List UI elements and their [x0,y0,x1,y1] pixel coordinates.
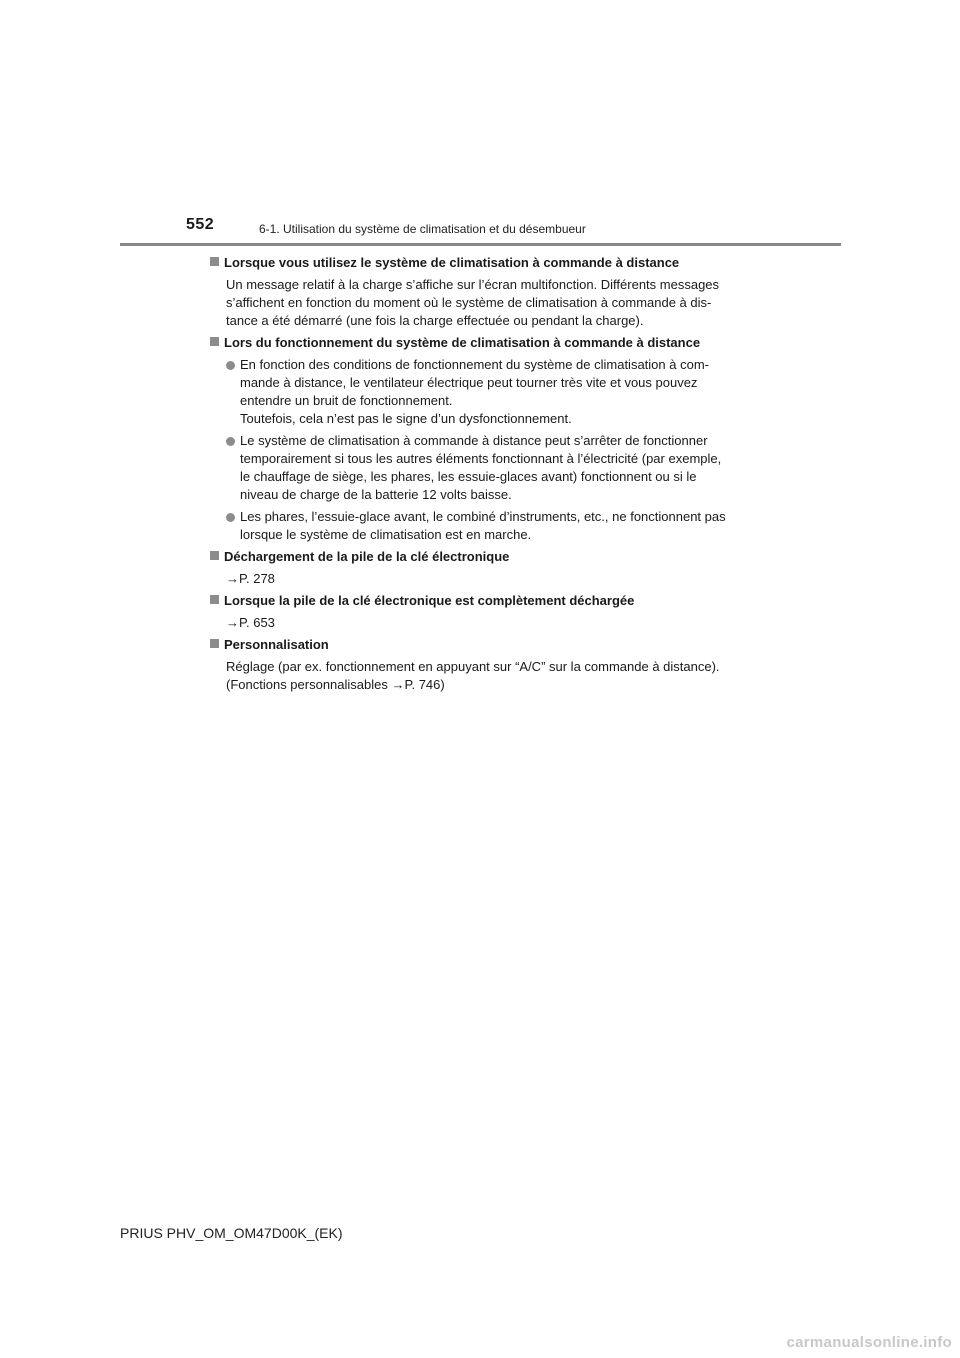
text-line: Réglage (par ex. fonctionnement en appuyant sur “A/C” sur la commande à distance). [226,659,720,674]
section-heading [210,548,750,566]
circle-bullet-icon [226,437,235,446]
text-line: mande à distance, le ventilateur électrique peut tourner très vite et vous pouvez [240,375,698,390]
watermark: carmanualsonline.info [786,1334,952,1351]
paragraph [210,658,750,694]
text-line: Le système de climatisation à commande à distance peut s’arrêter de fonctionner [240,433,708,448]
paragraph [210,276,750,330]
section-key-battery-dead [210,592,750,632]
page-reference-link[interactable]: →P. 653 [226,615,275,630]
section-heading [210,636,750,654]
bullet-text [240,432,750,504]
text-line: tance a été démarré (une fois la charge effectuée ou pendant la charge). [226,313,644,328]
square-bullet-icon [210,257,219,266]
circle-bullet-icon [226,513,235,522]
page-reference-link[interactable]: →P. 278 [226,571,275,586]
heading-text: Déchargement de la pile de la clé électronique [224,549,510,564]
heading-text: Lorsque la pile de la clé électronique est complètement déchargée [224,593,635,608]
bullet-text [240,508,750,544]
text-line: Toutefois, cela n’est pas le signe d’un dysfonctionnement. [240,411,572,426]
text-line: Un message relatif à la charge s’affiche sur l’écran multifonction. Différents messages [226,277,720,292]
bullet-item [210,356,750,428]
content [210,254,750,698]
section-personalisation [210,636,750,694]
text-line: temporairement si tous les autres éléments fonctionnant à l’électricité (par exemple, [240,451,722,466]
section-heading [210,592,750,610]
square-bullet-icon [210,639,219,648]
section-remote-ac-operation [210,334,750,544]
text-line: le chauffage de siège, les phares, les essuie-glaces avant) fonctionnent ou si le [240,469,697,484]
section-remote-ac-use [210,254,750,330]
section-key-battery-discharge [210,548,750,588]
text-line: lorsque le système de climatisation est en marche. [240,527,532,542]
text-line: entendre un bruit de fonctionnement. [240,393,453,408]
footer-doc-code: PRIUS PHV_OM_OM47D00K_(EK) [120,1225,343,1241]
circle-bullet-icon [226,361,235,370]
bullet-item [210,432,750,504]
page-number: 552 [186,216,215,233]
header-rule [120,243,841,246]
heading-text: Lorsque vous utilisez le système de climatisation à commande à distance [224,255,680,270]
section-title: 6-1. Utilisation du système de climatisation et du désembueur [259,222,586,236]
square-bullet-icon [210,595,219,604]
text-line: Les phares, l’essuie-glace avant, le combiné d’instruments, etc., ne fonctionnent pas [240,509,726,524]
square-bullet-icon [210,551,219,560]
section-heading [210,254,750,272]
bullet-text [240,356,750,428]
text-line: En fonction des conditions de fonctionnement du système de climatisation à com- [240,357,709,372]
text-line: s’affichent en fonction du moment où le système de climatisation à commande à dis- [226,295,712,310]
heading-text: Personnalisation [224,637,329,652]
text-line: niveau de charge de la batterie 12 volts baisse. [240,487,512,502]
square-bullet-icon [210,337,219,346]
section-heading [210,334,750,352]
heading-text: Lors du fonctionnement du système de climatisation à commande à distance [224,335,701,350]
bullet-item [210,508,750,544]
text-line: (Fonctions personnalisables →P. 746) [226,677,445,692]
